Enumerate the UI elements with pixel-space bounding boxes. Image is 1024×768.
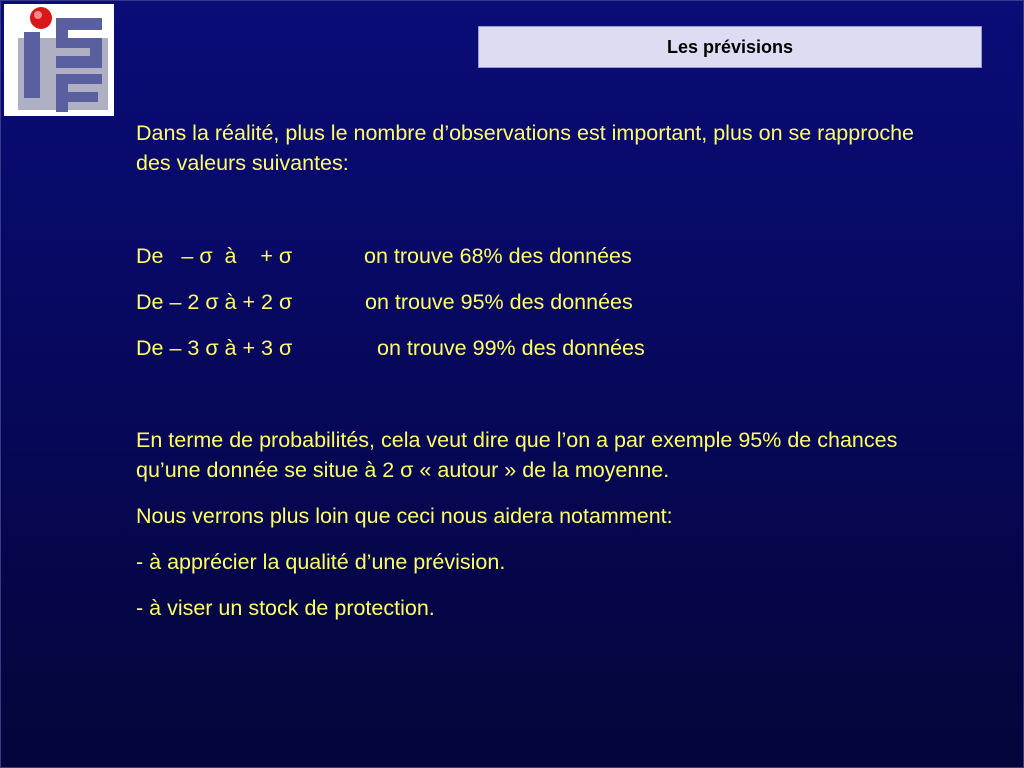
- rule-range: De – 3 σ à + 3 σ: [136, 336, 293, 360]
- bullet-item: - à apprécier la qualité d’une prévision.: [136, 550, 506, 574]
- intro-paragraph: Dans la réalité, plus le nombre d’observations est important, plus on se rapproche des valeurs suivantes:: [136, 121, 914, 175]
- slide-content: [136, 118, 926, 639]
- spacer: [136, 379, 926, 425]
- rule-range: De – 2 σ à + 2 σ: [136, 290, 293, 314]
- rule-three-sigma: [136, 333, 926, 363]
- slide-title: Les prévisions: [666, 36, 794, 57]
- rule-two-sigma: [136, 287, 926, 317]
- rule-one-sigma: [136, 241, 926, 271]
- rule-result: on trouve 99% des données: [377, 336, 645, 360]
- later-paragraph: Nous verrons plus loin que ceci nous aidera notamment:: [136, 504, 673, 528]
- isif-logo: [4, 4, 114, 116]
- isif-logo-graphic: [4, 4, 114, 116]
- rule-result: on trouve 95% des données: [365, 290, 633, 314]
- probability-paragraph: En terme de probabilités, cela veut dire que l’on a par exemple 95% de chances qu’une donnée se situe à 2 σ « autour » de la moyenne.: [136, 428, 898, 482]
- rule-result: on trouve 68% des données: [364, 244, 632, 268]
- bullet-item: - à viser un stock de protection.: [136, 596, 435, 620]
- slide-title-box: [478, 26, 982, 68]
- rule-range: De – σ à + σ: [136, 244, 293, 268]
